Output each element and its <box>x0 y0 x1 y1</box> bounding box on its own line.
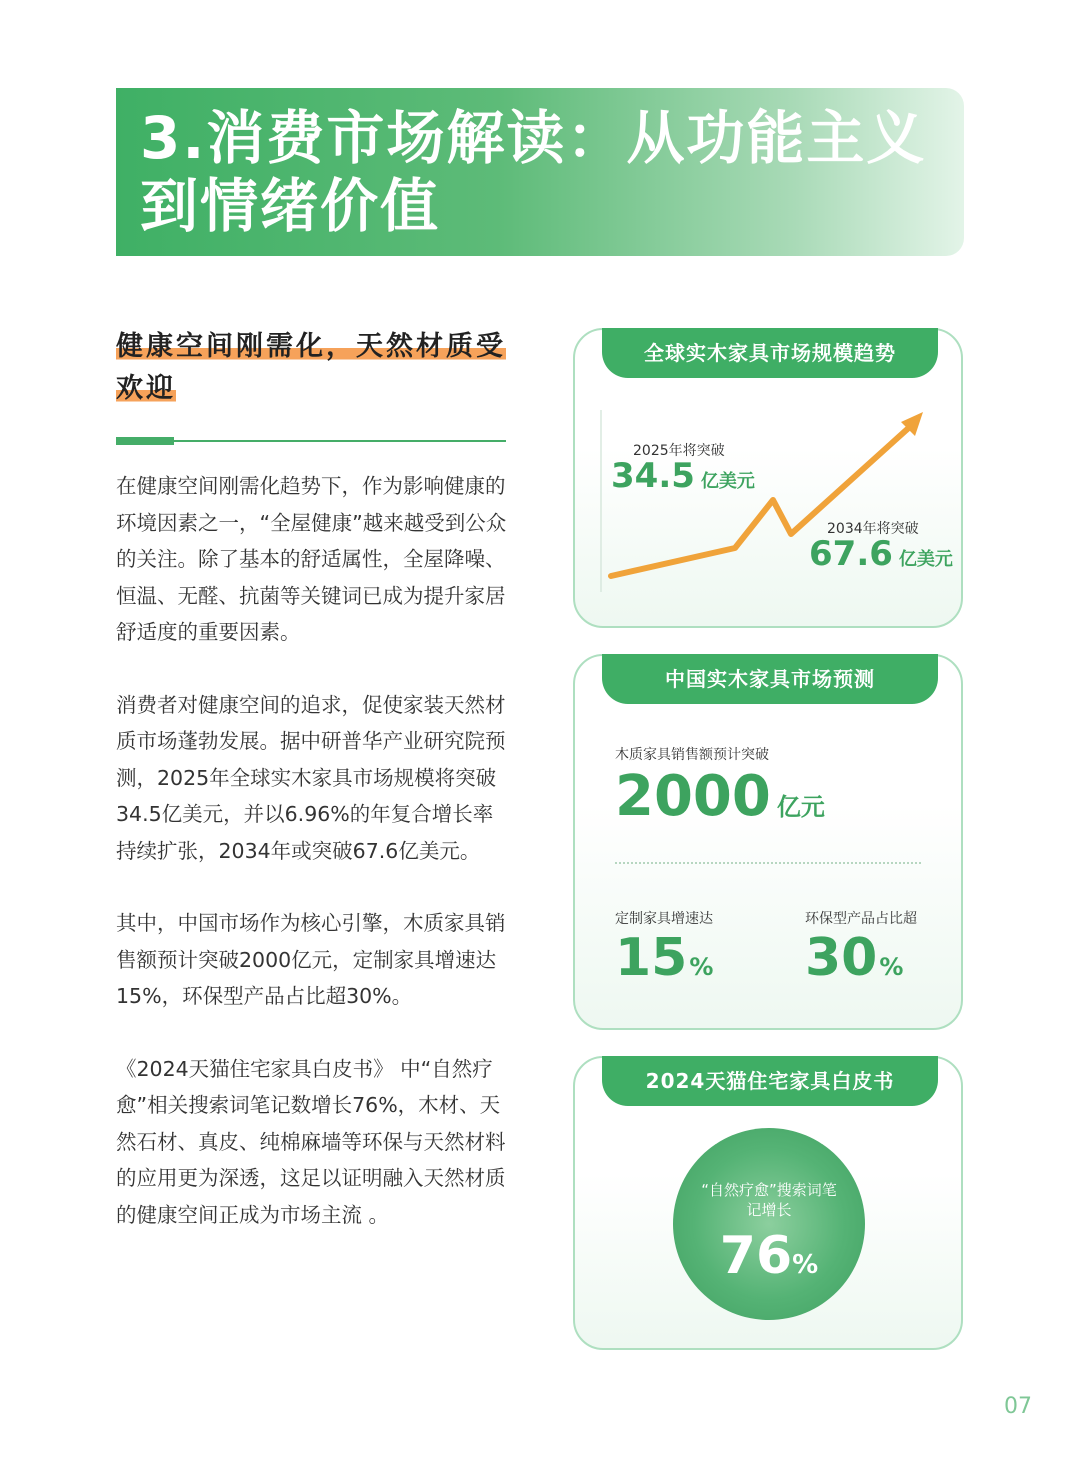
paragraph-4: 《2024天猫住宅家具白皮书》 中“自然疗愈”相关搜索词笔记数增长76%，木材、天然石材、真皮、纯棉麻墙等环保与天然材料的应用更为深透，这足以证明融入天然材质的健康空间正成为市场主流 。 <box>116 1056 506 1227</box>
paragraph-1: 在健康空间刚需化趋势下，作为影响健康的环境因素之一，“全屋健康”越来越受到公众的关注。除了基本的舒适属性，全屋降噪、恒温、无醛、抗菌等关键词已成为提升家居舒适度的重要因素。 <box>116 474 507 644</box>
growth-circle <box>673 1128 865 1320</box>
custom-growth-value: 15 <box>615 928 688 988</box>
page-title: 3.消费市场解读：从功能主义到情绪价值 <box>140 104 927 240</box>
china-forecast-card-title: 中国实木家具市场预测 <box>602 654 938 704</box>
tmall-whitepaper-card <box>573 1056 963 1350</box>
paragraph-3: 其中，中国市场作为核心引擎，木质家具销售额预计突破2000亿元，定制家具增速达15%，环保型产品占比超30%。 <box>116 911 506 1008</box>
label-2025: 2025年将突破 <box>633 443 725 459</box>
sales-value: 2000 <box>615 764 771 829</box>
unit-2034: 亿美元 <box>898 549 953 570</box>
stats-divider <box>615 862 921 864</box>
title-banner <box>116 88 964 256</box>
tmall-whitepaper-card-title: 2024天猫住宅家具白皮书 <box>602 1056 938 1106</box>
paragraph-2: 消费者对健康空间的追求，促使家装天然材质市场蓬勃发展。据中研普华产业研究院预测，2025年全球实木家具市场规模将突破34.5亿美元，并以6.96%的年复合增长率持续扩张，2034年或突破67.6亿美元。 <box>116 692 506 863</box>
page-number: 07 <box>1004 1394 1032 1419</box>
custom-growth-group <box>615 926 713 999</box>
sales-value-group <box>615 762 825 842</box>
circle-value-group <box>673 1226 865 1295</box>
value-2025-group <box>611 456 755 496</box>
circle-value: 76 <box>719 1226 793 1286</box>
eco-share-label: 环保型产品占比超 <box>805 911 917 927</box>
circle-unit: % <box>792 1250 819 1280</box>
eco-share-unit: % <box>879 953 904 981</box>
custom-growth-unit: % <box>689 953 714 981</box>
value-2034: 67.6 <box>809 534 893 574</box>
circle-label: “自然疗愈”搜索词笔记增长 <box>701 1181 837 1219</box>
value-2034-group <box>809 534 953 574</box>
global-trend-card <box>573 328 963 628</box>
eco-share-value: 30 <box>805 928 878 988</box>
value-2025: 34.5 <box>611 456 695 496</box>
global-trend-card-title: 全球实木家具市场规模趋势 <box>602 328 938 378</box>
custom-growth-label: 定制家具增速达 <box>615 911 713 927</box>
section-heading <box>116 326 516 410</box>
china-forecast-card <box>573 654 963 1030</box>
body-text <box>116 468 512 1269</box>
section-heading-text: 健康空间刚需化，天然材质受欢迎 <box>116 331 506 404</box>
unit-2025: 亿美元 <box>700 471 755 492</box>
heading-divider <box>116 440 506 442</box>
sales-label: 木质家具销售额预计突破 <box>615 747 769 763</box>
eco-share-group <box>805 926 903 999</box>
heading-divider-accent <box>116 437 174 445</box>
sales-unit: 亿元 <box>776 793 825 821</box>
label-2034: 2034年将突破 <box>827 521 919 537</box>
